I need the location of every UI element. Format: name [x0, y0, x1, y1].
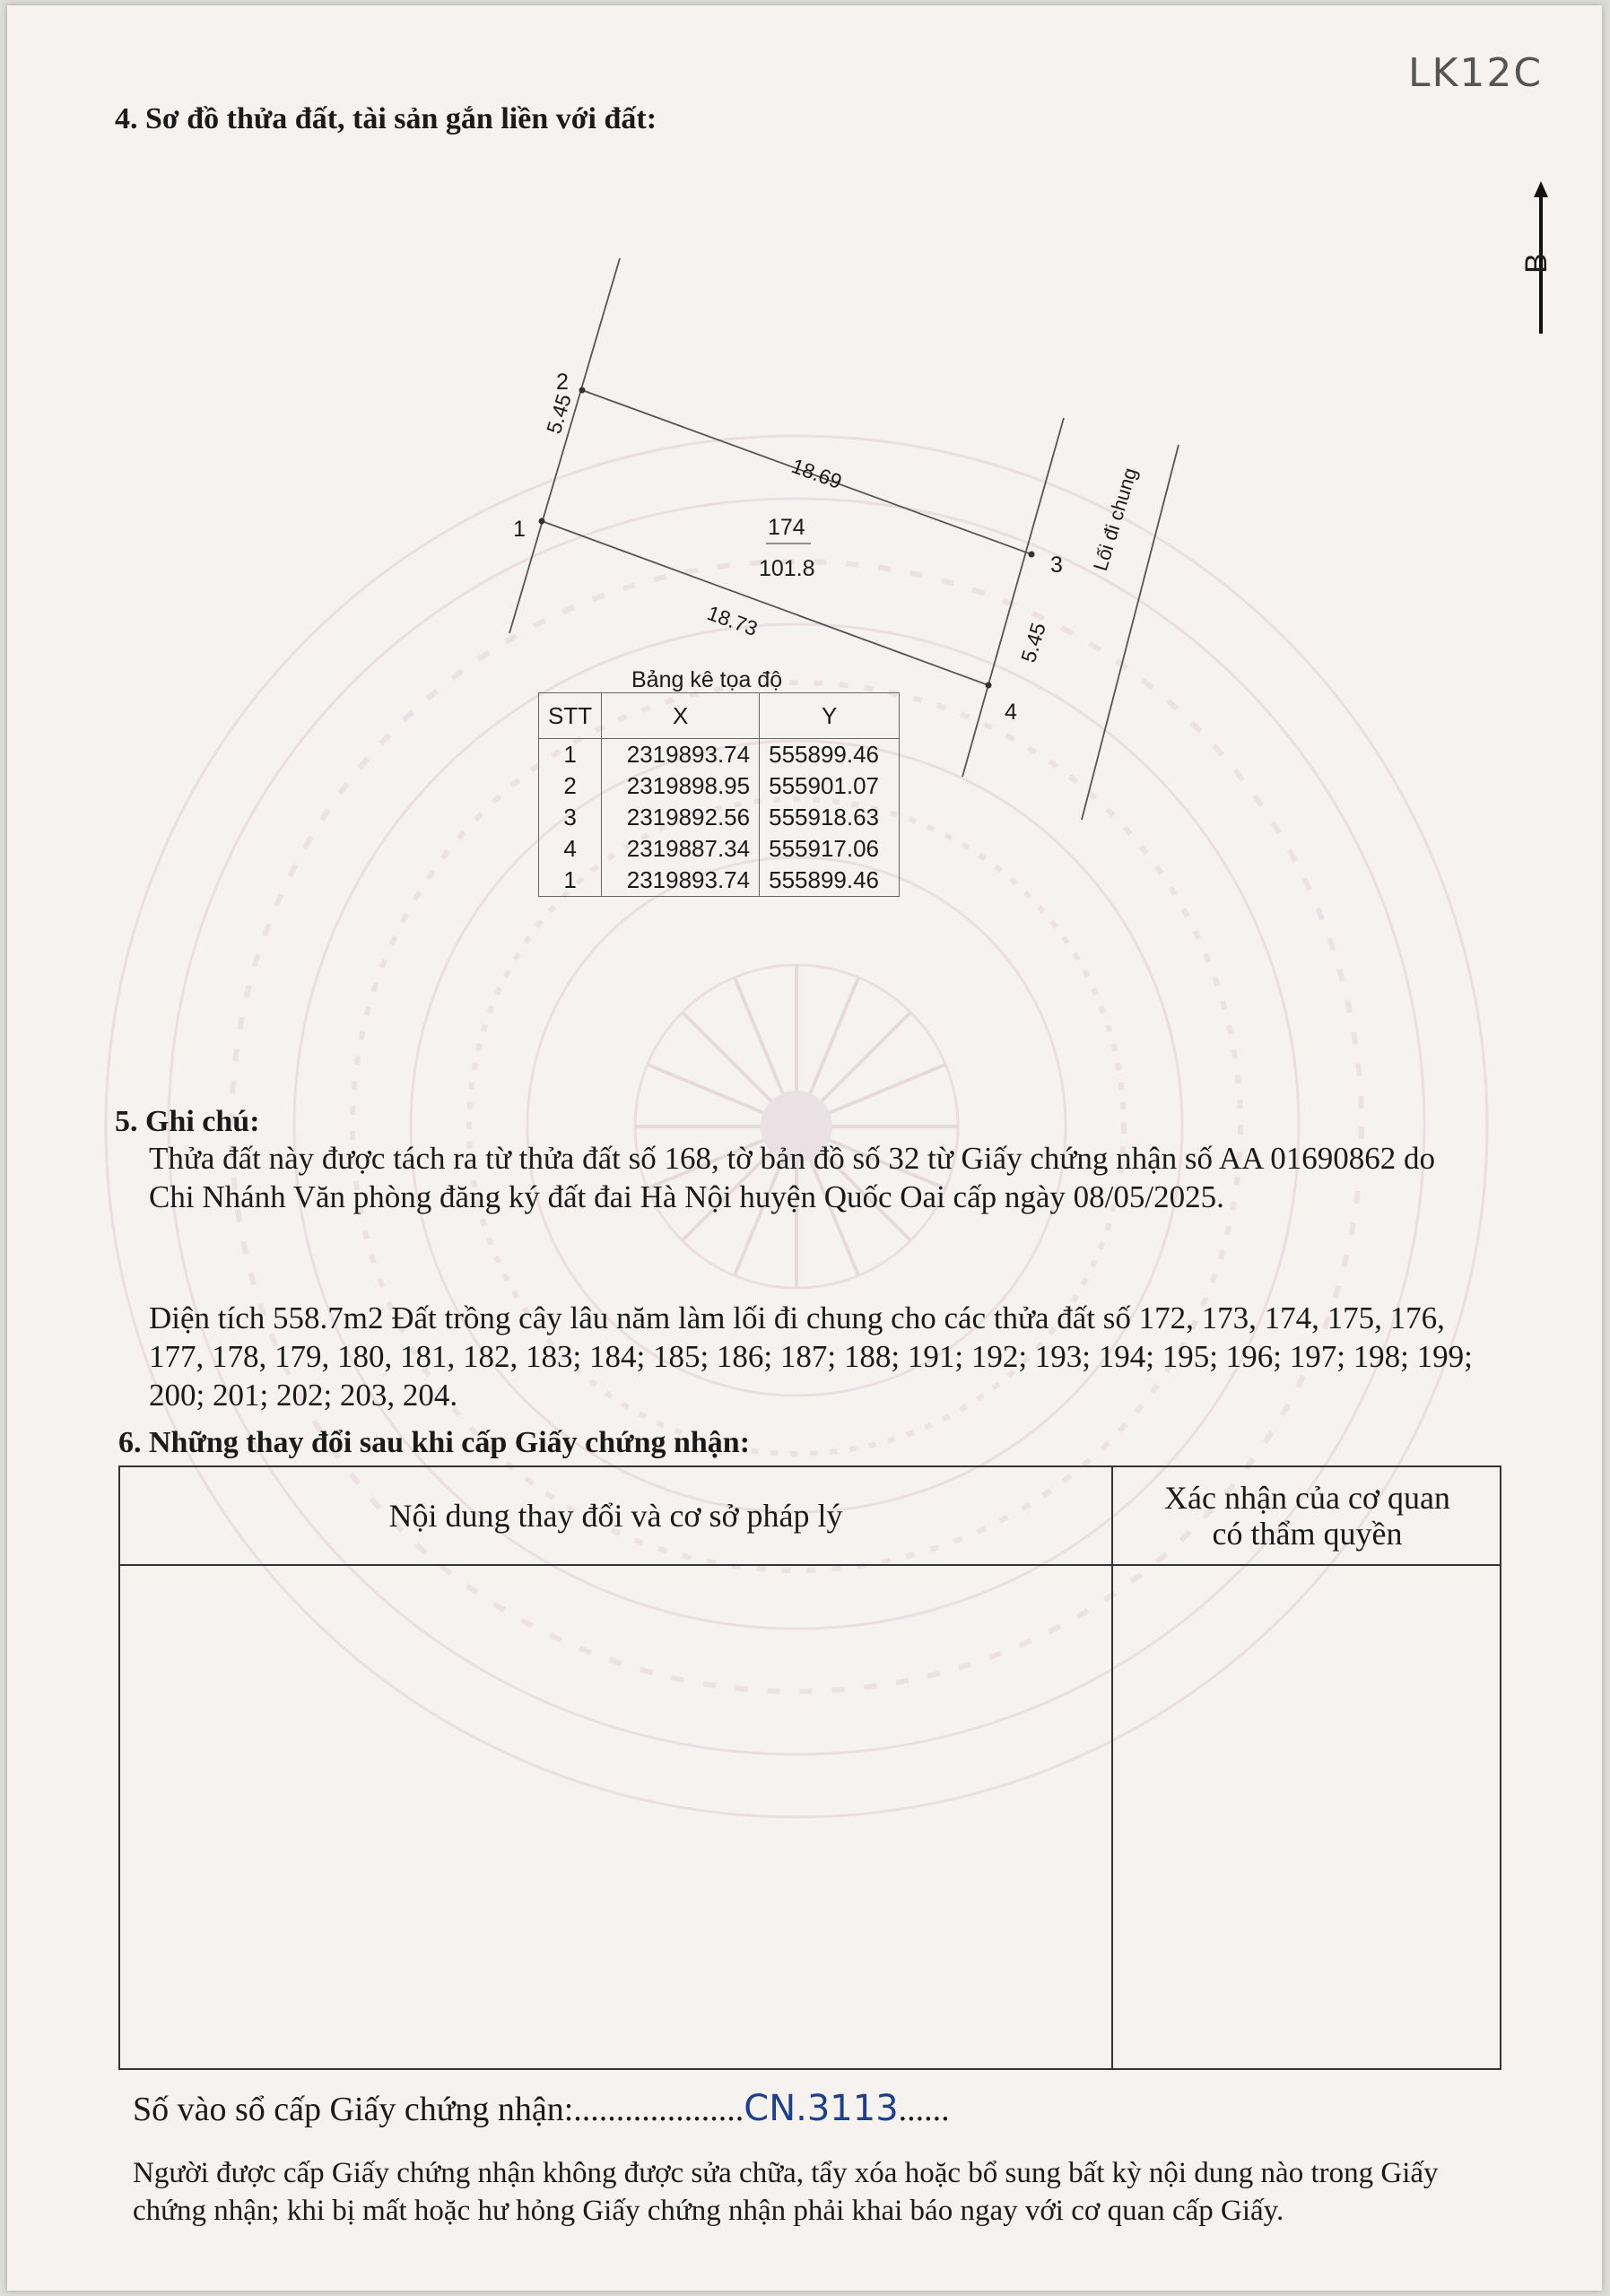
road-label: Lối đi chung [1089, 465, 1142, 574]
footer-note: Người được cấp Giấy chứng nhận không được sửa chữa, tẩy xóa hoặc bổ sung bất kỳ nội dung nào trong Giấy chứng nhận; khi bị mất hoặc hư hỏng Giấy chứng nhận phải khai báo ngay với cơ quan cấp Giấy. [133, 2157, 1439, 2227]
coord-table-title: Bảng kê tọa độ [631, 667, 783, 692]
registry-dots-before: .................... [573, 2091, 744, 2128]
note-paragraph-2: Diện tích 558.7m2 Đất trồng cây lâu năm làm lối đi chung cho các thửa đất số 172, 173, 174, 175, 176, 177, 178, 179, 180, 181, 182, 183; 184; 185; 186; 187; 188; 191; 192; 193; 194; 195; 196; 197; 198; 199; 200; 201; 202; 203, 204. [149, 1300, 1473, 1413]
note-paragraph-1: Thửa đất này được tách ra từ thửa đất số 168, tờ bản đồ số 32 từ Giấy chứng nhận số AA 01690862 do Chi Nhánh Văn phòng đăng ký đất đai Hà Nội huyện Quốc Oai cấp ngày 08/05/2025. [149, 1141, 1435, 1214]
section5-title: 5. Ghi chú: [115, 1105, 260, 1138]
registry-label: Số vào sổ cấp Giấy chứng nhận: [133, 2091, 574, 2128]
edge-length-1-2: 5.45 [542, 391, 576, 437]
coord-cell: 1 [539, 865, 602, 897]
table-row [539, 865, 900, 897]
coord-cell: 555917.06 [760, 833, 900, 865]
table-row [539, 833, 900, 865]
coord-cell: 1 [539, 739, 602, 771]
point-label-4: 4 [1005, 700, 1017, 725]
parcel-number: 174 [768, 515, 805, 540]
coord-cell: 4 [539, 833, 602, 865]
coord-cell: 2319887.34 [602, 833, 760, 865]
changes-col2-header-line2: có thẩm quyền [1212, 1516, 1403, 1552]
north-label: B [1519, 253, 1553, 274]
corner-handwritten-note: LK12C [1408, 50, 1544, 96]
certificate-page [7, 5, 1602, 2291]
section6-title: 6. Những thay đổi sau khi cấp Giấy chứng nhận: [118, 1426, 751, 1459]
coord-cell: 555918.63 [760, 802, 900, 833]
section4-title: 4. Sơ đồ thửa đất, tài sản gắn liền với đất: [115, 102, 657, 135]
coord-cell: 2 [539, 770, 602, 802]
edge-length-3-4: 5.45 [1016, 620, 1050, 665]
point-label-1: 1 [513, 517, 526, 542]
changes-table [118, 1465, 1501, 2070]
changes-col2-header [1113, 1467, 1501, 1564]
coord-cell: 2319892.56 [602, 802, 760, 833]
parcel-area: 101.8 [759, 556, 815, 581]
coord-header-x: X [602, 693, 760, 739]
point-label-2: 2 [556, 370, 569, 395]
registry-line [133, 2088, 950, 2129]
coord-table [538, 692, 900, 897]
table-row [539, 802, 900, 833]
changes-col2-header-line1: Xác nhận của cơ quan [1164, 1480, 1450, 1516]
coord-header-stt: STT [539, 693, 602, 739]
coord-cell: 2319893.74 [602, 739, 760, 771]
registry-dots-after: ...... [898, 2091, 950, 2128]
changes-col1-header: Nội dung thay đổi và cơ sở pháp lý [388, 1498, 843, 1534]
point-label-3: 3 [1050, 552, 1063, 578]
coord-cell: 555901.07 [760, 770, 900, 802]
registry-handwritten-number: CN.3113 [744, 2088, 899, 2129]
vertex-1 [539, 518, 545, 525]
vertex-4 [986, 683, 992, 689]
table-row [539, 770, 900, 802]
coord-header-y: Y [760, 693, 900, 739]
coord-cell: 2319898.95 [602, 770, 760, 802]
table-row [539, 739, 900, 771]
coord-cell: 555899.46 [760, 739, 900, 771]
edge-length-4-1: 18.73 [704, 601, 761, 641]
coord-cell: 555899.46 [760, 865, 900, 897]
coord-cell: 2319893.74 [602, 865, 760, 897]
vertex-2 [579, 387, 586, 394]
edge-length-2-3: 18.69 [788, 454, 846, 494]
coord-cell: 3 [539, 802, 602, 833]
vertex-3 [1029, 552, 1035, 558]
